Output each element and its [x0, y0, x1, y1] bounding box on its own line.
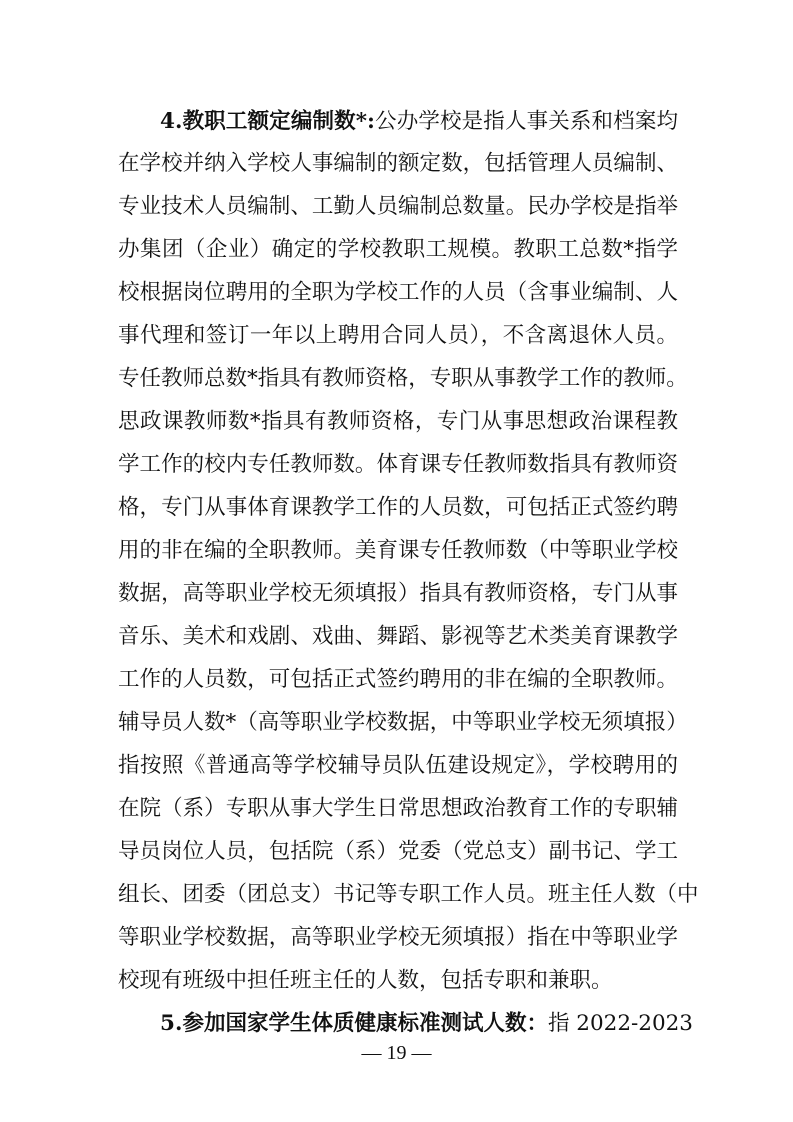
- section-4-text-line: 专任教师总数*指具有教师资格，专职从事教学工作的教师。: [118, 366, 688, 391]
- section-4-text-line: 校现有班级中担任班主任的人数，包括专职和兼职。: [118, 968, 613, 993]
- section-4-text-line: 用的非在编的全职教师。美育课专任教师数（中等职业学校: [118, 538, 678, 563]
- section-4-text-line: 数据，高等职业学校无须填报）指具有教师资格，专门从事: [118, 581, 678, 606]
- section-4-text-line: 在院（系）专职从事大学生日常思想政治教育工作的专职辅: [118, 796, 678, 821]
- section-4-heading: 4.教职工额定编制数*:: [160, 109, 375, 134]
- section-4-text-line: 导员岗位人员，包括院（系）党委（党总支）副书记、学工: [118, 839, 678, 864]
- section-4-text-line: 音乐、美术和戏剧、戏曲、舞蹈、影视等艺术类美育课教学: [118, 624, 678, 649]
- section-4-text-line: 在学校并纳入学校人事编制的额定数，包括管理人员编制、: [118, 151, 678, 176]
- section-5-first-line: [160, 1011, 693, 1036]
- section-4-text-line: 校根据岗位聘用的全职为学校工作的人员（含事业编制、人: [118, 280, 678, 305]
- section-4-text-line: 专业技术人员编制、工勤人员编制总数量。民办学校是指举: [118, 194, 678, 219]
- section-4-text-line: 思政课教师数*指具有教师资格，专门从事思想政治课程教: [118, 409, 678, 434]
- section-4-text-line: 学工作的校内专任教师数。体育课专任教师数指具有教师资: [118, 452, 678, 477]
- section-4-text-line: 组长、团委（团总支）书记等专职工作人员。班主任人数（中: [118, 882, 699, 907]
- section-4-text-line: 公办学校是指人事关系和档案均: [374, 109, 678, 134]
- section-4-text-line: 办集团（企业）确定的学校教职工规模。教职工总数*指学: [118, 237, 678, 262]
- page-number: — 19 —: [361, 1042, 432, 1064]
- section-4-first-line: [160, 111, 678, 133]
- section-4-text-line: 格，专门从事体育课教学工作的人员数，可包括正式签约聘: [118, 495, 678, 520]
- section-5-text: 指 2022-2023: [547, 1011, 693, 1036]
- section-5-heading: 5.参加国家学生体质健康标准测试人数：: [160, 1011, 548, 1036]
- section-4-text-line: 指按照《普通高等学校辅导员队伍建设规定》，学校聘用的: [118, 753, 678, 778]
- section-4-text-line: 等职业学校数据，高等职业学校无须填报）指在中等职业学: [118, 925, 678, 950]
- section-4-text-line: 事代理和签订一年以上聘用合同人员），不含离退休人员。: [118, 323, 678, 348]
- section-4-text-line: 工作的人员数，可包括正式签约聘用的非在编的全职教师。: [118, 667, 678, 692]
- section-4-text-line: 辅导员人数*（高等职业学校数据，中等职业学校无须填报）: [118, 710, 688, 735]
